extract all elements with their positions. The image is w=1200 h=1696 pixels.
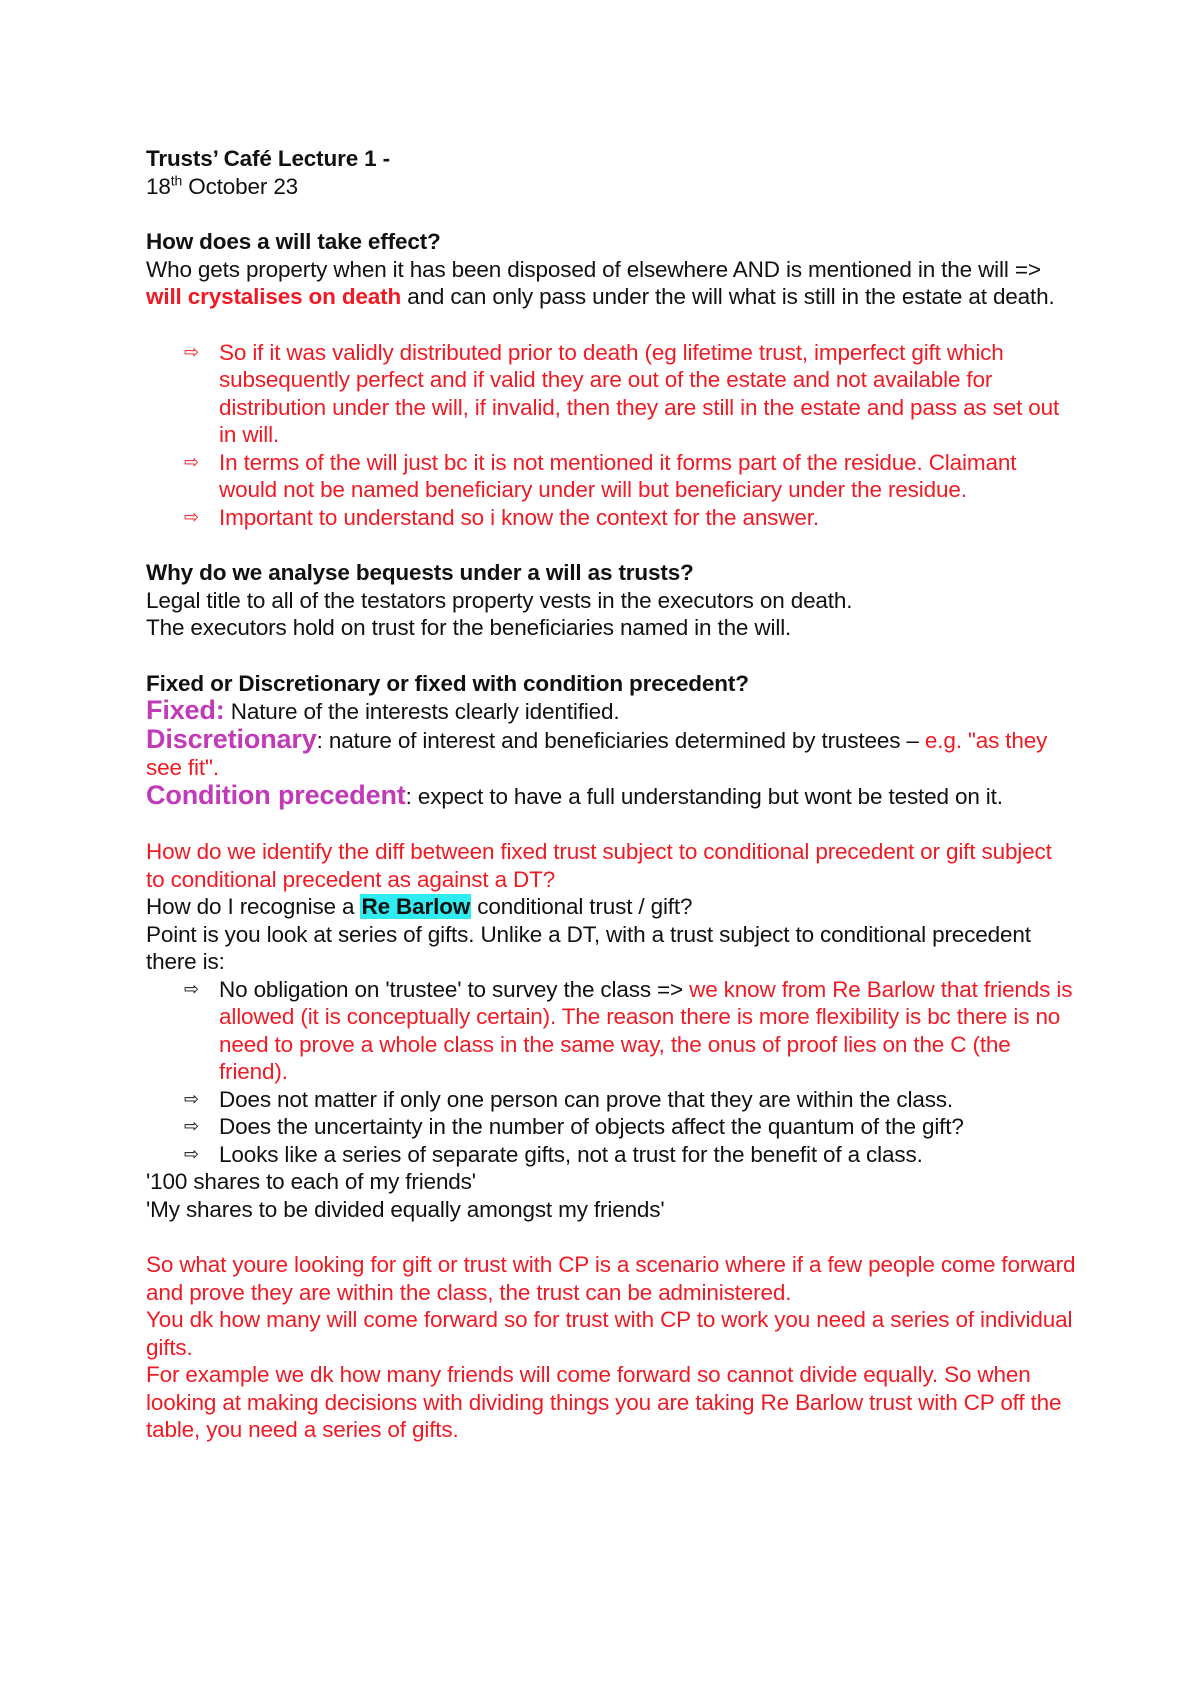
section-heading-trust-types: Fixed or Discretionary or fixed with condition precedent? (146, 670, 749, 696)
arrow-right-outline-icon: ⇨ (184, 1088, 199, 1109)
bullet-text: Important to understand so i know the context for the answer. (219, 504, 819, 530)
bullet-text-red: we know from Re Barlow that friends is allowed (it is conceptually certain). The reason there is more flexibility is bc there is no need to prove a whole class in the same way, the onus of proof lies on the C (the friend). (219, 976, 1073, 1084)
conclusion-paragraph-3: For example we dk how many friends will come forward so cannot divide equally. So when looking at making decisions with dividing things you are taking Re Barlow trust with CP off the table, you need a series of gifts. (146, 1362, 1062, 1442)
will-effect-bullets (146, 339, 1076, 532)
recognise-pre: How do I recognise a (146, 894, 361, 919)
document-title: Trusts’ Café Lecture 1 - (146, 146, 390, 171)
arrow-right-outline-icon: ⇨ (184, 1143, 199, 1164)
recognise-post: conditional trust / gift? (471, 894, 693, 919)
date-rest: October 23 (182, 173, 299, 199)
arrow-right-outline-icon: ⇨ (184, 978, 199, 999)
bullet-text: In terms of the will just bc it is not mentioned it forms part of the residue. Claimant would not be named beneficiary under will but beneficiary under the residue. (219, 449, 1017, 502)
definition-text: Nature of the interests clearly identified. (224, 699, 620, 724)
arrow-right-outline-icon: ⇨ (184, 341, 199, 362)
term-condition-precedent: Condition precedent (146, 779, 406, 810)
term-fixed: Fixed: (146, 695, 225, 725)
arrow-right-outline-icon: ⇨ (184, 506, 199, 527)
question-diff: How do we identify the diff between fixed trust subject to conditional precedent or gift subject to conditional precedent as against a DT? (146, 839, 1052, 892)
definition-text: : expect to have a full understanding but wont be tested on it. (405, 783, 1003, 809)
example-quote-1: '100 shares to each of my friends' (146, 1169, 476, 1194)
bullet-text: No obligation on 'trustee' to survey the class => (219, 976, 690, 1002)
document-date (146, 173, 1076, 201)
will-effect-paragraph (146, 256, 1076, 311)
date-day: 18 (146, 173, 171, 199)
bullet-text: So if it was validly distributed prior to death (eg lifetime trust, imperfect gift which subsequently perfect and if valid they are out of the estate and not available for distribution under the will, if invalid, then they are still in the estate and pass as set out in will. (219, 339, 1060, 447)
list-item (146, 339, 1076, 449)
term-discretionary: Discretionary (146, 723, 317, 754)
example-quote-2: 'My shares to be divided equally amongst my friends' (146, 1196, 665, 1222)
bullet-text: Does not matter if only one person can prove that they are within the class. (219, 1086, 954, 1112)
definition-example: e.g. "as they see fit". (146, 727, 1048, 780)
condition-precedent-definition (146, 779, 1076, 811)
discretionary-definition (146, 723, 1076, 782)
list-item (146, 1141, 1076, 1169)
para-text: and can only pass under the will what is still in the estate at death. (401, 284, 1055, 309)
section-heading-will-effect: How does a will take effect? (146, 229, 441, 254)
conditional-bullets (146, 976, 1076, 1169)
para-text: Who gets property when it has been disposed of elsewhere AND is mentioned in the will => (146, 256, 1041, 282)
highlighted-case-name: Re Barlow (361, 894, 471, 919)
arrow-right-outline-icon: ⇨ (184, 451, 199, 472)
list-item (146, 976, 1076, 1086)
recognise-line (146, 893, 1076, 921)
arrow-right-outline-icon: ⇨ (184, 1116, 199, 1136)
section-heading-bequests: Why do we analyse bequests under a will as trusts? (146, 560, 694, 585)
conclusion-paragraph-2: You dk how many will come forward so for trust with CP to work you need a series of individual gifts. (146, 1307, 1073, 1360)
fixed-definition (146, 697, 1076, 726)
bequests-line-1: Legal title to all of the testators property vests in the executors on death. (146, 587, 853, 613)
list-item (146, 1086, 1076, 1114)
conclusion-paragraph-1: So what youre looking for gift or trust with CP is a scenario where if a few people come forward and prove they are within the class, the trust can be administered. (146, 1252, 1076, 1305)
bullet-text: Does the uncertainty in the number of objects affect the quantum of the gift? (219, 1114, 964, 1139)
bullet-text: Looks like a series of separate gifts, not a trust for the benefit of a class. (219, 1141, 923, 1167)
date-suffix: th (170, 172, 183, 188)
point-paragraph: Point is you look at series of gifts. Unlike a DT, with a trust subject to conditional precedent there is: (146, 921, 1031, 974)
document-body (146, 145, 1076, 1444)
list-item (146, 1113, 1076, 1141)
bequests-line-2: The executors hold on trust for the beneficiaries named in the will. (146, 615, 792, 640)
definition-text: : nature of interest and beneficiaries determined by trustees – (316, 727, 925, 753)
emphasis-will-crystalises: will crystalises on death (146, 284, 402, 309)
list-item (146, 449, 1076, 504)
list-item (146, 504, 1076, 532)
